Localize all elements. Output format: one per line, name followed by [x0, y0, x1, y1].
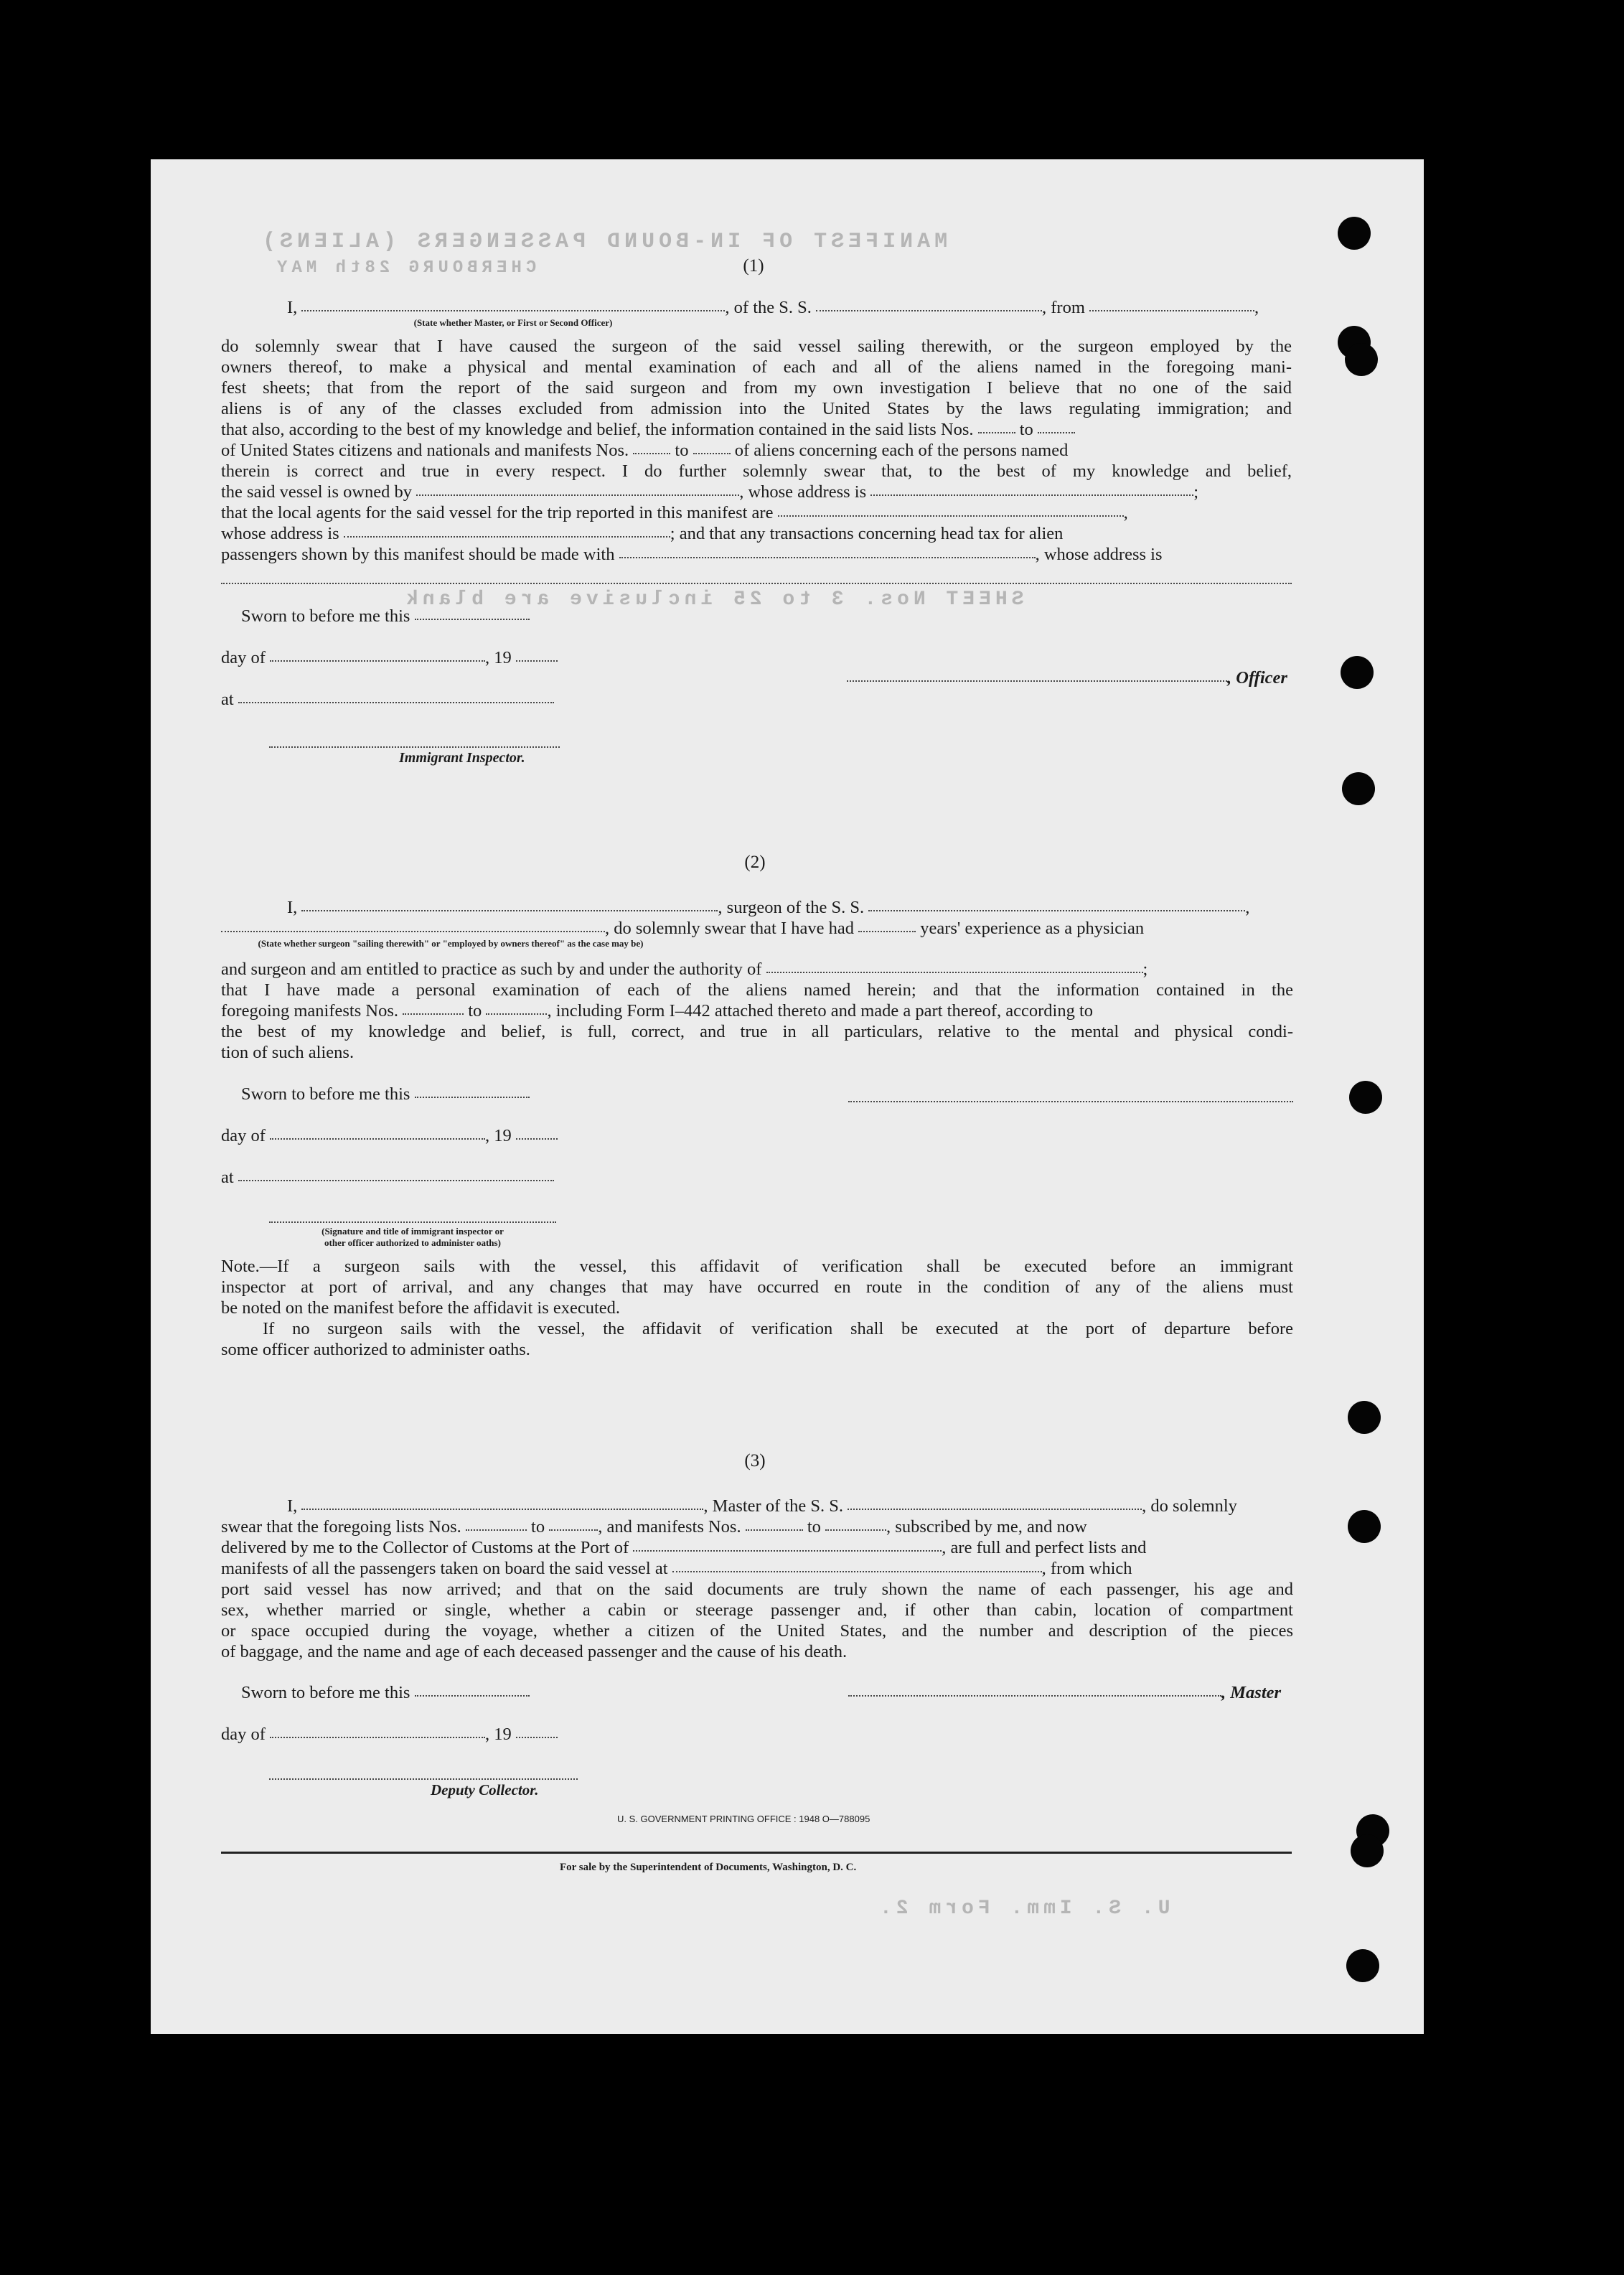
s2-surgeon-caption: (State whether surgeon "sailing therewith" or "employed by owners thereof" as the case may be)	[258, 938, 644, 949]
s1-owner-line: the said vessel is owned by , whose address is ;	[221, 482, 1199, 502]
s2-at-line: at	[221, 1167, 554, 1188]
s1-oath-text: aliens is of any of the classes excluded from admission into the United States by the laws regulating immigration; and	[221, 399, 1292, 418]
s3-line-2: swear that the foregoing lists Nos. to , and manifests Nos. to , subscribed by me, and now	[221, 1517, 1087, 1537]
s3-line-3: delivered by me to the Collector of Customs at the Port of , are full and perfect lists and	[221, 1538, 1147, 1557]
section-1-heading: (1)	[743, 256, 764, 276]
s1-manifests-line: of United States citizens and nationals and manifests Nos. to of aliens concerning each of the persons named	[221, 441, 1069, 460]
punch-hole	[1342, 772, 1375, 805]
s2-signature-caption: other officer authorized to administer oaths)	[324, 1237, 501, 1248]
s2-surgeon-signature-line	[848, 1101, 1293, 1102]
s1-agents-address-line: whose address is ; and that any transactions concerning head tax for alien	[221, 524, 1064, 543]
s3-oath-text: port said vessel has now arrived; and that on the said documents are truly shown the name of each passenger, his age and	[221, 1580, 1293, 1599]
s1-lists-line: that also, according to the best of my knowledge and belief, the information contained in the said lists Nos. to	[221, 419, 1075, 440]
s1-oath-text: owners thereof, to make a physical and mental examination of each and all of the aliens named in the foregoing mani-	[221, 357, 1292, 377]
s1-oath-text: therein is correct and true in every respect. I do further solemnly swear that, to the best of my knowledge and belief,	[221, 461, 1292, 481]
s1-day-line: day of , 19	[221, 647, 558, 668]
document-sheet	[151, 159, 1424, 2034]
s2-sworn-line: Sworn to before me this	[241, 1084, 530, 1104]
s2-oath-text: the best of my knowledge and belief, is full, correct, and true in all particulars, relative to the mental and physical condi-	[221, 1022, 1293, 1041]
punch-hole	[1341, 656, 1374, 689]
s2-note: If no surgeon sails with the vessel, the affidavit of verification shall be executed at the port of departure before	[263, 1319, 1293, 1338]
s2-day-line: day of , 19	[221, 1125, 558, 1146]
s1-inspector-label: Immigrant Inspector.	[399, 750, 525, 766]
s3-master-line: , Master	[848, 1682, 1281, 1703]
s2-manifests-line: foregoing manifests Nos. to , including Form I–442 attached thereto and made a part thereof, according to	[221, 1001, 1094, 1021]
s2-note: Note.—If a surgeon sails with the vessel, this affidavit of verification shall be executed before an immigrant	[221, 1257, 1293, 1276]
section-2-heading: (2)	[744, 853, 766, 872]
s3-deputy-label: Deputy Collector.	[431, 1781, 539, 1798]
s1-master-caption: (State whether Master, or First or Second Officer)	[413, 317, 613, 328]
s2-oath-text: tion of such aliens.	[221, 1043, 355, 1062]
s1-line-1: I, , of the S. S. , from ,	[287, 298, 1259, 317]
s2-note: be noted on the manifest before the affidavit is executed.	[221, 1298, 621, 1318]
bleed-through-title: MANIFEST OF IN-BOUND PASSENGERS (ALIENS)	[258, 230, 948, 254]
bleed-through-port-date: CHERBOURG 28th MAY	[273, 258, 537, 278]
s1-oath-text: fest sheets; that from the report of the said surgeon and from my own investigation I believe that no one of the said	[221, 378, 1292, 398]
s2-line-2: , do solemnly swear that I have had years' experience as a physician	[221, 918, 1144, 939]
s1-head-tax-line: passengers shown by this manifest should be made with , whose address is	[221, 545, 1163, 564]
punch-hole	[1345, 343, 1378, 376]
gpo-imprint: U. S. GOVERNMENT PRINTING OFFICE : 1948 O—788095	[617, 1814, 870, 1824]
punch-hole	[1349, 1081, 1382, 1114]
punch-hole	[1348, 1510, 1381, 1543]
s2-signature-caption: (Signature and title of immigrant inspector or	[321, 1226, 504, 1237]
s2-note: some officer authorized to administer oaths.	[221, 1340, 530, 1359]
s1-agents-line: that the local agents for the said vessel for the trip reported in this manifest are ,	[221, 503, 1128, 522]
punch-hole	[1351, 1834, 1384, 1867]
s1-sworn-line: Sworn to before me this	[241, 606, 530, 627]
s3-oath-text: of baggage, and the name and age of each deceased passenger and the cause of his death.	[221, 1642, 848, 1661]
s1-address-blank	[221, 583, 1292, 584]
s3-oath-text: sex, whether married or single, whether a cabin or steerage passenger and, if other than cabin, location of compartment	[221, 1600, 1293, 1620]
s2-line-1: I, , surgeon of the S. S. ,	[287, 898, 1250, 917]
punch-hole	[1346, 1949, 1379, 1982]
s3-day-line: day of , 19	[221, 1724, 558, 1745]
s1-oath-text: do solemnly swear that I have caused the surgeon of the said vessel sailing therewith, or the surgeon employed by the	[221, 337, 1292, 356]
bleed-through-form-number: U. S. Imm. Form 2.	[876, 1898, 1170, 1920]
s2-oath-text: that I have made a personal examination of each of the aliens named herein; and that the information contained in the	[221, 980, 1293, 1000]
punch-hole	[1348, 1401, 1381, 1434]
s1-officer-line: , Officer	[847, 667, 1287, 688]
s3-sworn-line: Sworn to before me this	[241, 1682, 530, 1703]
footer-rule	[221, 1852, 1292, 1854]
section-3-heading: (3)	[744, 1451, 766, 1470]
s3-oath-text: or space occupied during the voyage, whether a citizen of the United States, and the number and description of the pieces	[221, 1621, 1293, 1641]
s1-at-line: at	[221, 689, 554, 710]
s2-inspector-signature-line	[269, 1221, 556, 1223]
s2-note: inspector at port of arrival, and any changes that may have occurred en route in the condition of any of the aliens must	[221, 1277, 1293, 1297]
s3-line-1: I, , Master of the S. S. , do solemnly	[287, 1496, 1237, 1516]
sale-notice: For sale by the Superintendent of Documents, Washington, D. C.	[560, 1862, 857, 1873]
punch-hole	[1338, 217, 1371, 250]
s3-line-4: manifests of all the passengers taken on board the said vessel at , from which	[221, 1559, 1132, 1578]
s2-authority-line: and surgeon and am entitled to practice as such by and under the authority of ;	[221, 960, 1148, 979]
bleed-through-blank-sheets: SHEET Nos. 3 to 25 inclusive are blank	[402, 588, 1024, 611]
